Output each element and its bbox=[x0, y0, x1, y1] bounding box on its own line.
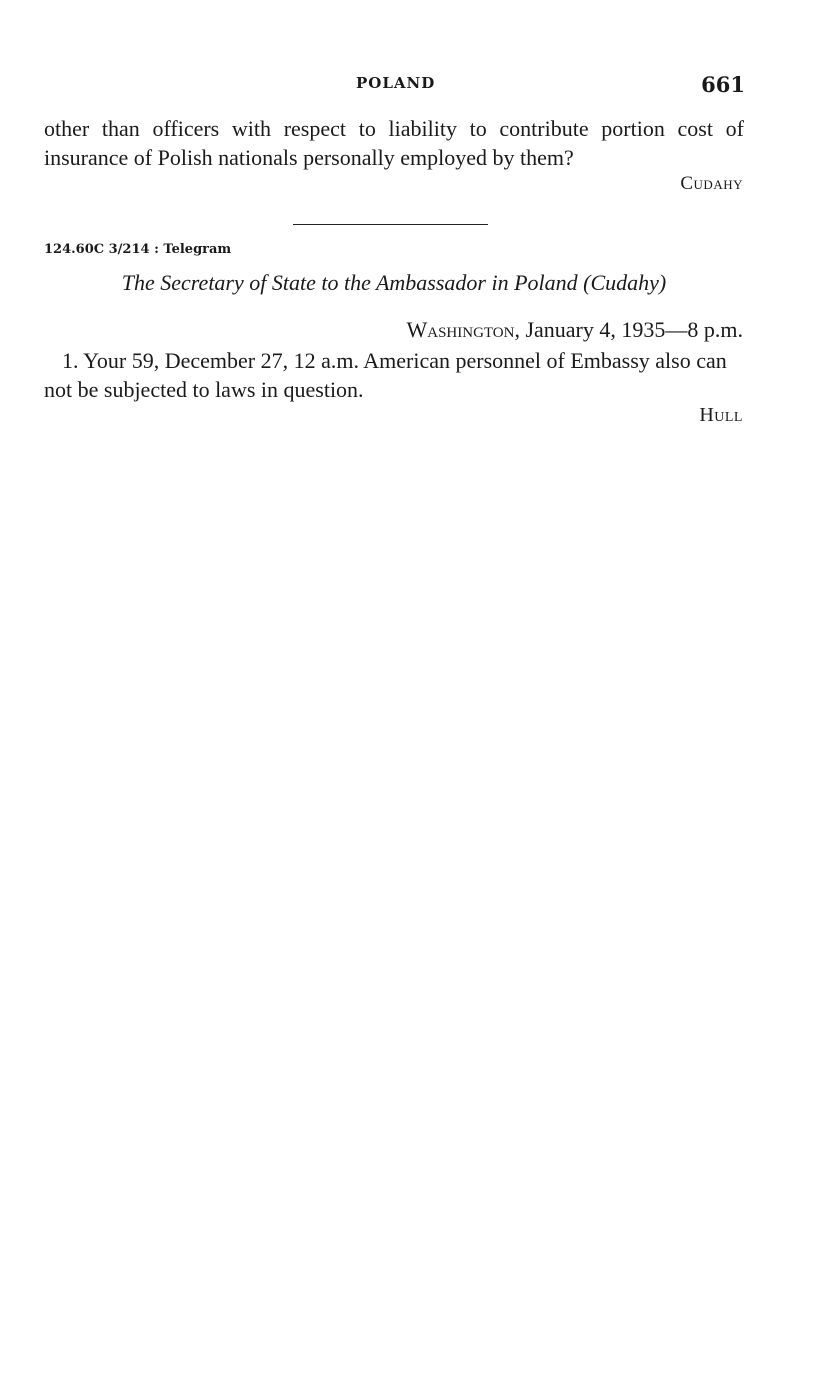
continued-paragraph: other than officers with respect to liability to contribute portion cost of insurance of Polish nationals personally employed by them? bbox=[44, 116, 744, 170]
file-reference: 124.60C 3/214 : Telegram bbox=[44, 242, 232, 257]
dateline-date: , January 4, 1935—8 p.m. bbox=[514, 317, 743, 342]
running-title: POLAND bbox=[356, 74, 436, 92]
running-head bbox=[0, 72, 838, 98]
dateline bbox=[406, 317, 743, 343]
section-divider bbox=[293, 224, 488, 225]
dateline-place: Washington bbox=[406, 317, 515, 342]
page-number: 661 bbox=[701, 72, 745, 97]
document-heading: The Secretary of State to the Ambassador in Poland (Cudahy) bbox=[121, 270, 667, 295]
signature-hull: Hull bbox=[699, 404, 743, 426]
signature-cudahy: Cudahy bbox=[680, 173, 743, 194]
telegram-body: 1. Your 59, December 27, 12 a.m. American personnel of Embassy also can not be subjected to laws in question. bbox=[44, 348, 727, 402]
